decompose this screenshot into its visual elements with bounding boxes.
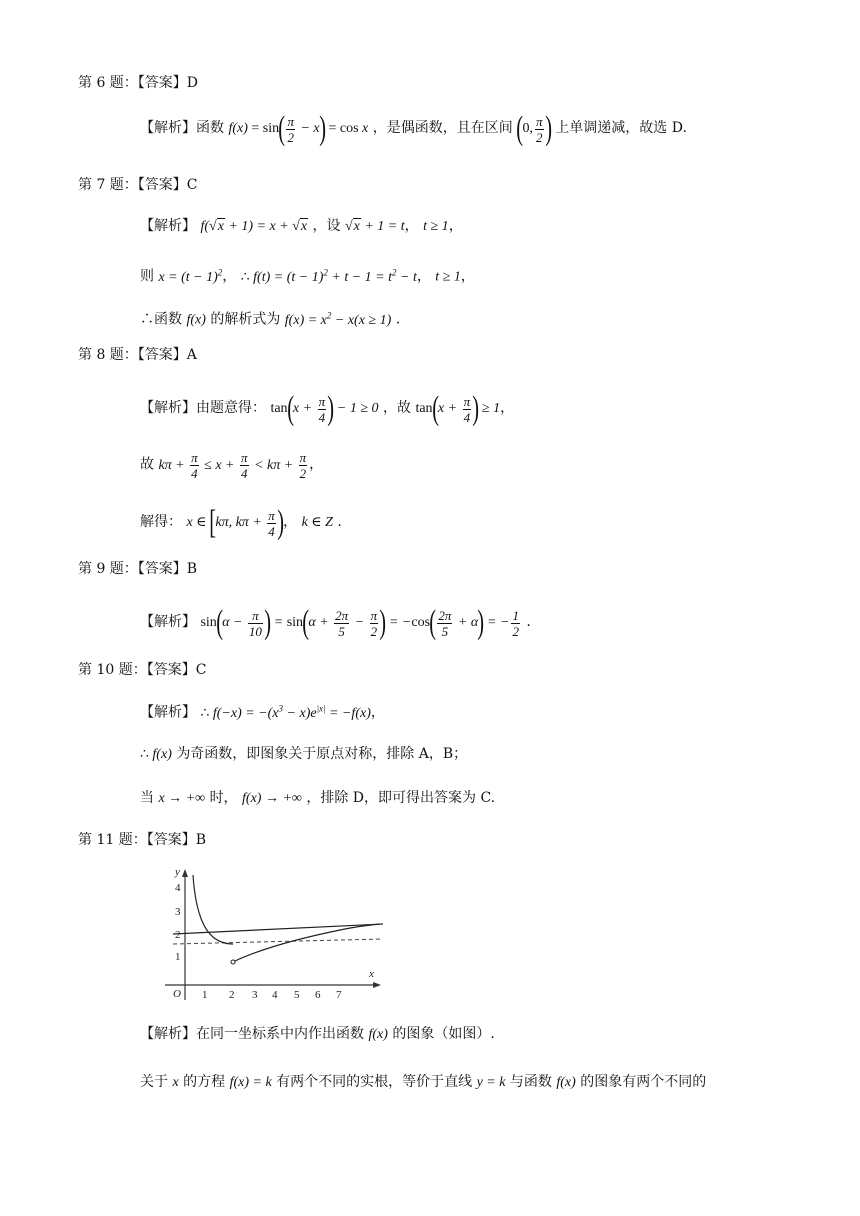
q11-line1 <box>140 1024 495 1045</box>
q7-formula6: t ≥ 1 <box>435 269 461 285</box>
q10-line3 <box>140 788 495 809</box>
q7-formula3: t ≥ 1 <box>423 219 449 234</box>
q10-line3-mid: 时， <box>209 790 238 806</box>
q7-formula5: ∴ $f(t) = (t - 1)^2 + t - 1 = t^2 - t$ <box>240 267 417 285</box>
q11-line2-d: 的图象有两个不同的 <box>580 1074 707 1090</box>
q10-formula3: x → +∞ <box>158 791 206 806</box>
graph-y-label: y <box>175 866 180 878</box>
q7-formula4: $x = (t - 1)^2$ <box>158 267 223 285</box>
q7-line1: 【解析】 f(√x + 1) = x + √x ，设 √x + 1 = t， t ≥ 1， <box>140 218 463 234</box>
x-tick-5: 5 <box>294 989 300 1001</box>
q10-line3-prefix: 当 <box>140 790 154 806</box>
q6-header: 第 6 题：【答案】D <box>78 75 199 91</box>
q11-eq2: y = k <box>476 1075 506 1090</box>
q8-line1-mid: ，故 <box>383 400 411 417</box>
q10-formula2: ∴ f(x) <box>140 747 172 762</box>
q7-formula7: $f(x) = x^2 - x(x \ge 1)$ <box>284 310 392 328</box>
q7-line3-prefix: 函数 <box>154 311 182 328</box>
q11-x: x <box>172 1075 179 1090</box>
q11-fx2: f(x) <box>556 1075 576 1090</box>
x-tick-4: 4 <box>272 989 278 1001</box>
graph-open-point <box>231 960 235 964</box>
q10-formula4: f(x) → +∞ <box>242 791 302 806</box>
q11-line1-end: 的图象（如图）. <box>392 1026 495 1042</box>
q6-text-end: 上单调递减，故选 D. <box>555 120 687 137</box>
q11-eq1: f(x) = k <box>229 1075 272 1090</box>
q11-line2-b: 有两个不同的实根，等价于直线 <box>276 1074 473 1090</box>
q9-line1: 【解析】 sin(α − $\frac{\pi}{10}$ ) = sin(α + $\frac{2\pi}{5}$ − $\frac{\pi}{2}$ ) = −cos( $\frac{2\pi}{5}$ + α) = − $\frac{1}{2}$ . <box>140 604 531 641</box>
q6-analysis-prefix: 【解析】函数 <box>140 120 224 137</box>
q7-line3: ∴函数 f(x) 的解析式为 $f(x) = x^2 - x(x \ge 1)$ . <box>140 310 401 328</box>
q11-line2-prefix: 关于 <box>140 1074 168 1090</box>
q8-line1: 【解析】由题意得： tan(x + $\frac{\pi}{4}$ ) − 1 ≥ 0 ，故 tan(x + $\frac{\pi}{4}$ ) ≥ 1， <box>140 390 515 427</box>
q7-line1-prefix: 【解析】 <box>140 218 196 234</box>
q11-graph <box>155 865 395 1005</box>
q7-header: 第 7 题：【答案】C <box>78 177 198 193</box>
q8-header: 第 8 题：【答案】A <box>78 347 197 363</box>
q10-line2 <box>140 744 467 765</box>
q10-line1-prefix: 【解析】 <box>140 704 196 721</box>
q10-line1: 【解析】 ∴ $f(-x) = -(x^3 - x)e^{|x|} = -f(x)$， <box>140 703 385 721</box>
y-tick-3: 3 <box>175 906 181 918</box>
q8-formula4: x ∈ [kπ, kπ + $\frac{\pi}{4}$ ) <box>186 504 284 541</box>
y-tick-2: 2 <box>175 929 181 941</box>
q7-line1-mid: ，设 <box>312 218 341 234</box>
q9-formula: sin(α − $\frac{\pi}{10}$ ) = sin(α + $\frac{2\pi}{5}$ − $\frac{\pi}{2}$ ) = −cos( $\frac{2\pi}{5}$ + α) = − $\frac{1}{2}$ <box>200 604 519 641</box>
q8-formula5: k ∈ Z <box>301 515 333 531</box>
x-tick-7: 7 <box>336 989 342 1001</box>
q8-formula3: kπ + $\frac{\pi}{4}$ ≤ x + $\frac{\pi}{4}$ < kπ + $\frac{\pi}{2}$ <box>158 450 307 481</box>
q11-line2-c: 与函数 <box>509 1074 552 1090</box>
q11-fx1: f(x) <box>368 1027 388 1042</box>
graph-dashed-line <box>173 939 383 944</box>
q9-header: 第 9 题：【答案】B <box>78 561 198 577</box>
y-tick-4: 4 <box>175 882 181 894</box>
q9-line1-prefix: 【解析】 <box>140 614 196 631</box>
q11-line1-prefix: 【解析】在同一坐标系中内作出函数 <box>140 1026 364 1042</box>
q7-formula2: √x + 1 = t <box>344 219 405 234</box>
q7-line3-end: . <box>395 311 401 328</box>
q7-line2: 则 $x = (t - 1)^2$， ∴ $f(t) = (t - 1)^2 + t - 1 = t^2 - t$， t ≥ 1， <box>140 267 475 285</box>
x-tick-6: 6 <box>315 989 321 1001</box>
graph-x-label: x <box>369 968 374 980</box>
q7-line2-prefix: 则 <box>140 268 154 285</box>
graph-curve-left <box>193 875 233 944</box>
q8-line1-prefix: 【解析】由题意得： <box>140 400 266 417</box>
q7-formula1: f(√x + 1) = x + √x <box>200 219 308 234</box>
q8-line2: 故 kπ + $\frac{\pi}{4}$ ≤ x + $\frac{\pi}{4}$ < kπ + $\frac{\pi}{2}$ ， <box>140 450 324 481</box>
q6-analysis <box>140 112 687 146</box>
q7-fx: f(x) <box>186 312 206 328</box>
graph-y-arrow <box>182 869 188 877</box>
q8-formula2: tan(x + $\frac{\pi}{4}$ ) ≥ 1 <box>415 390 501 427</box>
q10-header: 第 10 题：【答案】C <box>78 662 207 678</box>
y-tick-1: 1 <box>175 951 181 963</box>
q8-formula1: tan(x + $\frac{\pi}{4}$ ) − 1 ≥ 0 <box>270 390 379 427</box>
q8-line2-prefix: 故 <box>140 456 154 473</box>
x-tick-3: 3 <box>252 989 258 1001</box>
q10-line3-end: ，排除 D，即可得出答案为 C. <box>306 790 496 806</box>
q7-line3-mid: 的解析式为 <box>210 311 281 328</box>
q6-formula: f(x) = sin( $\frac{\pi}{2}$ − x) = cos x <box>228 110 369 147</box>
q8-line3-prefix: 解得： <box>140 514 182 531</box>
q11-header: 第 11 题：【答案】B <box>78 832 207 848</box>
q10-formula1: ∴ $f(-x) = -(x^3 - x)e^{|x|} = -f(x)$ <box>200 703 371 721</box>
q10-line2-text: 为奇函数，即图象关于原点对称，排除 A，B； <box>176 746 468 762</box>
x-tick-1: 1 <box>202 989 208 1001</box>
q6-interval: (0, $\frac{\pi}{2}$ ) <box>516 110 552 147</box>
q6-text-mid: ，是偶函数，且在区间 <box>372 120 513 137</box>
x-tick-2: 2 <box>229 989 235 1001</box>
q11-line2-a: 的方程 <box>183 1074 226 1090</box>
q11-line2 <box>140 1072 706 1093</box>
graph-x-arrow <box>373 982 381 988</box>
graph-origin-label: O <box>173 988 181 1000</box>
q8-line3: 解得： x ∈ [kπ, kπ + $\frac{\pi}{4}$ )， k ∈ Z . <box>140 504 342 541</box>
